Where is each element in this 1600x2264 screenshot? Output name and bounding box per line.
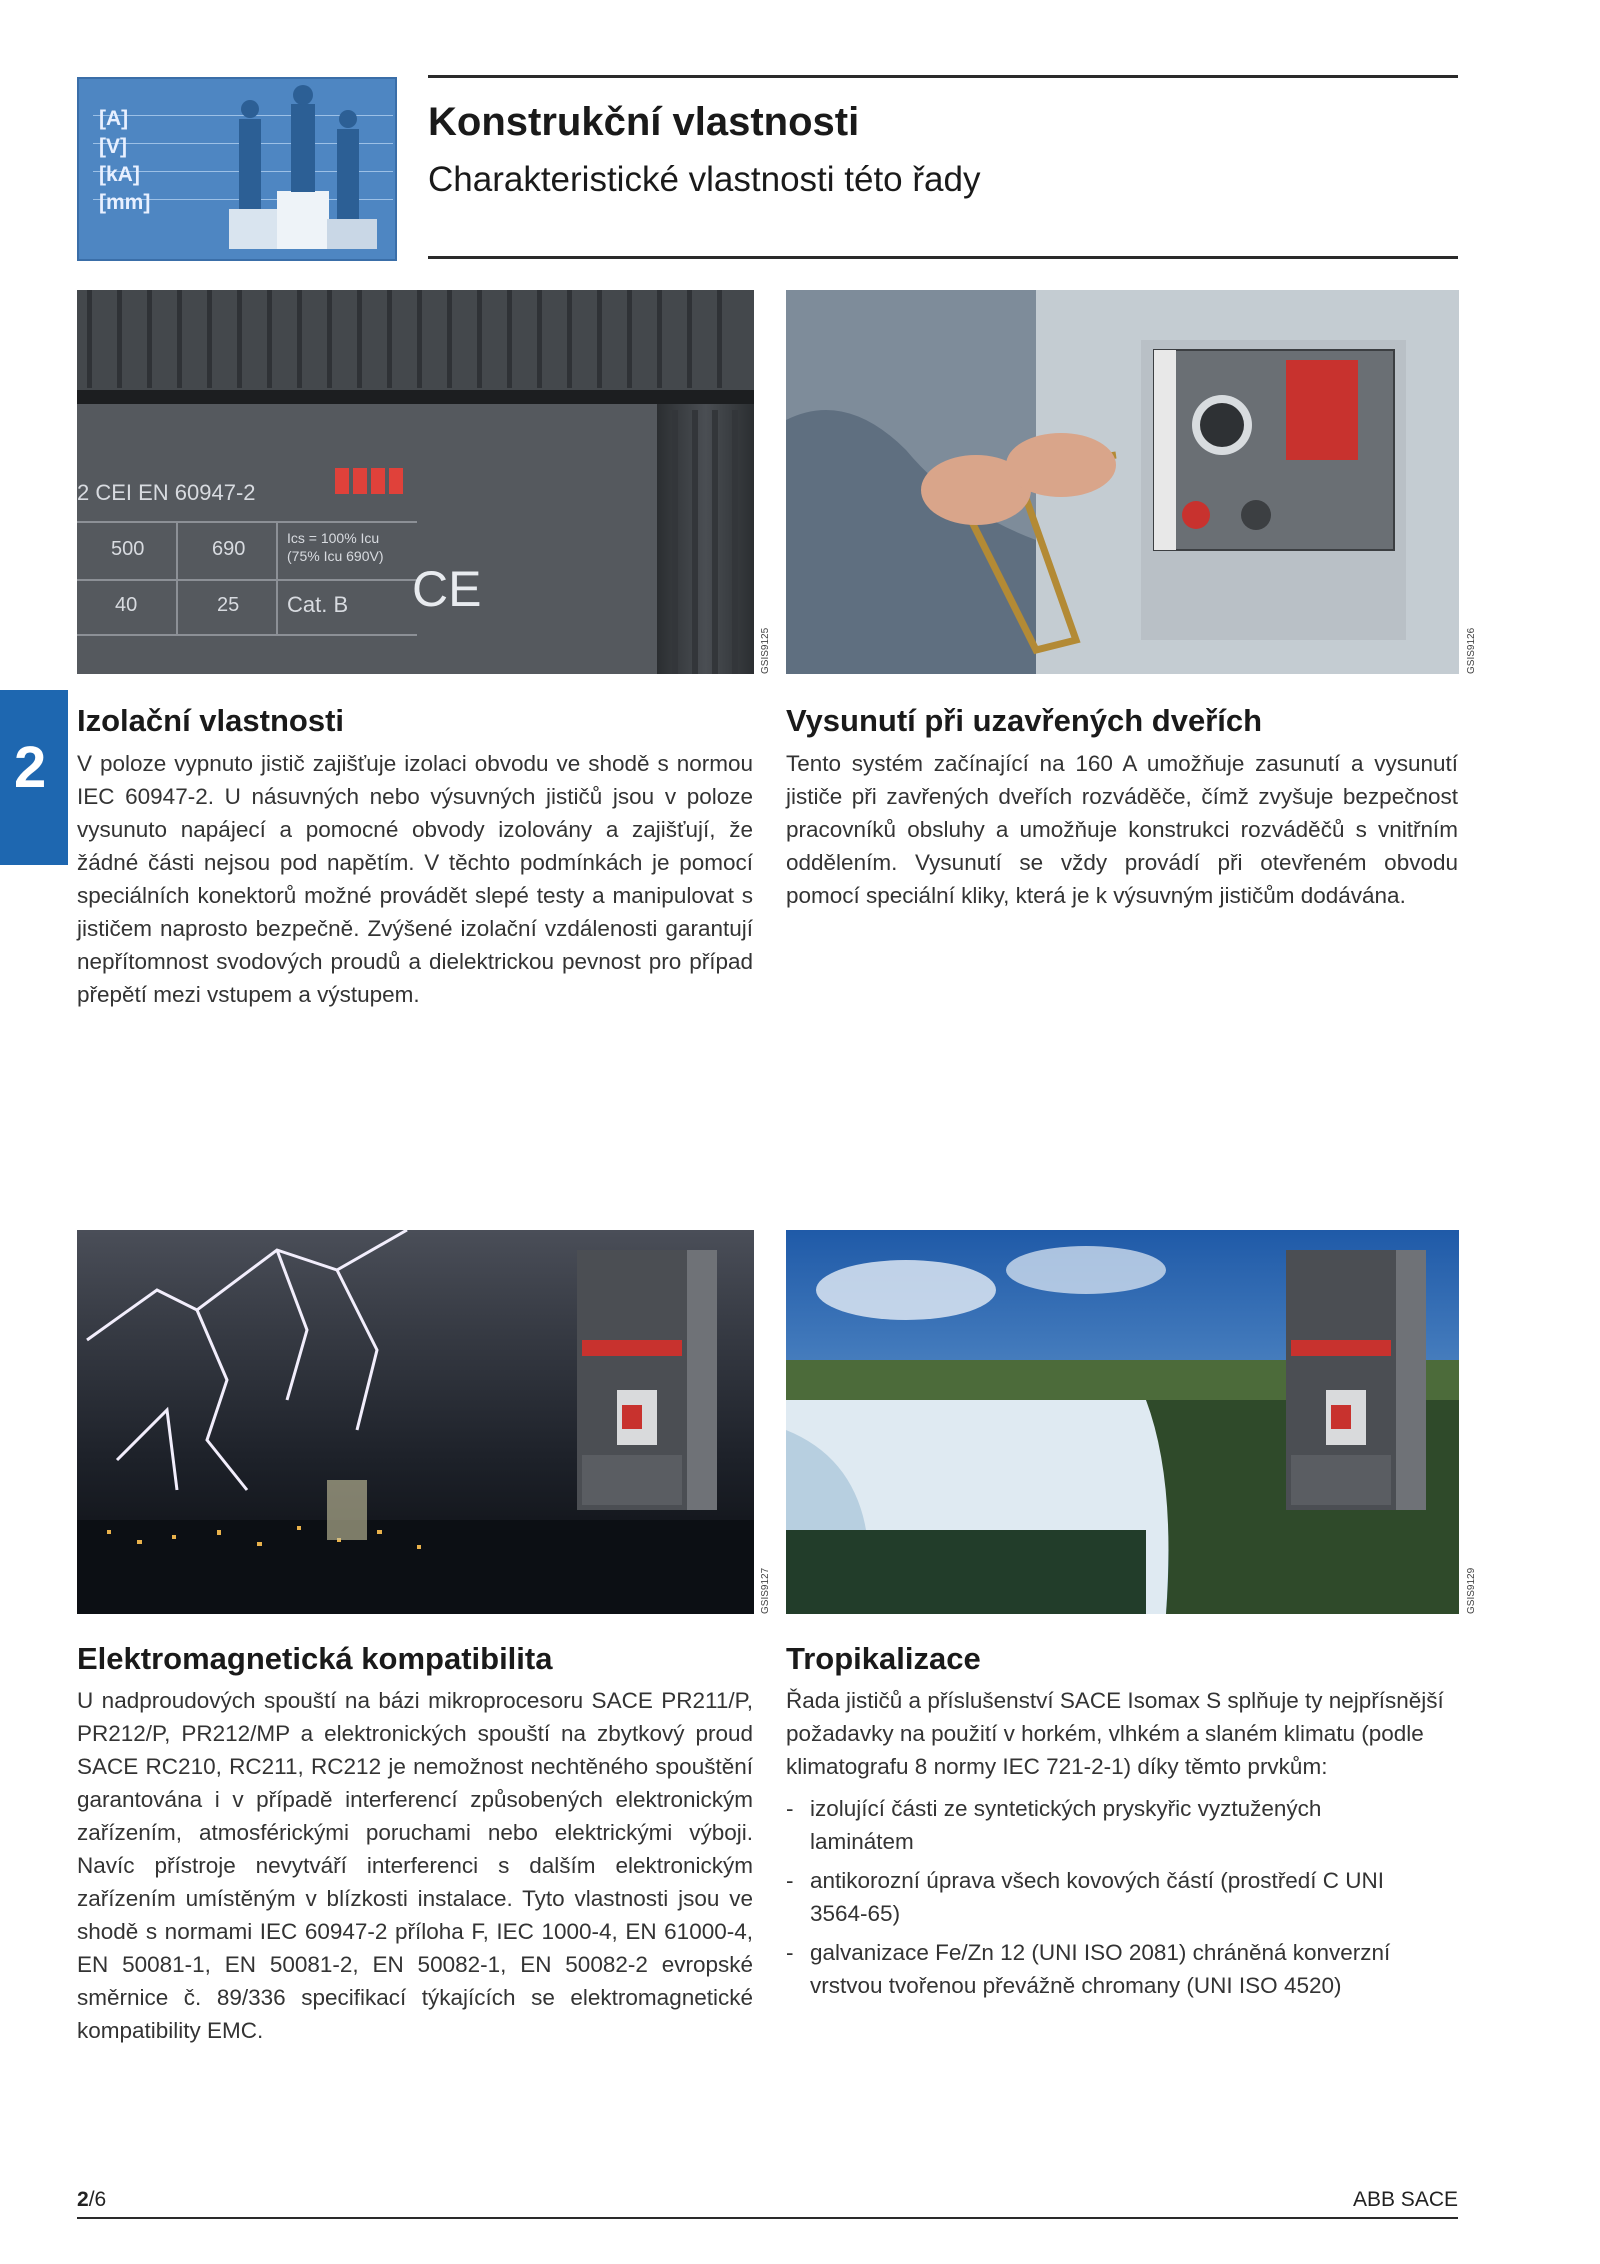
bullet-list xyxy=(786,1792,1406,2008)
photo-breaker-label xyxy=(77,290,754,674)
list-item: - izolující části ze syntetických pryskyřic vyztužených laminátem xyxy=(786,1792,1406,1858)
section-text: Tento systém začínající na 160 A umožňuje zasunutí a vysunutí jističe při zavřených dveřích rozváděče, čímž zvyšuje bezpečnost pracovníků obsluhy a umožňuje konstrukci rozváděčů s vnitřním oddělením. Vysunutí se vždy provádí při otevřeném obvodu pomocí speciální kliky, která je k výsuvným jističům dodávána. xyxy=(786,751,1458,908)
podium-icon xyxy=(79,79,397,261)
photo-crank-operation xyxy=(786,290,1459,674)
section-text: Řada jističů a příslušenství SACE Isomax S splňuje ty nejpřísnější požadavky na použití v horkém, vlhkém a slaném klimatu (podle klimatografu 8 normy IEC 721-2-1) díky těmto prvkům: xyxy=(786,1688,1444,1779)
list-item: - galvanizace Fe/Zn 12 (UNI ISO 2081) chráněná konverzní vrstvou tvořenou převážně chromany (UNI ISO 4520) xyxy=(786,1936,1406,2002)
ce-mark: CE xyxy=(412,561,482,617)
ics-note: Ics = 100% Icu xyxy=(287,530,380,546)
page-number-bold: 2 xyxy=(77,2188,89,2211)
unit-label: [V] xyxy=(99,135,127,158)
photo-waterfall xyxy=(786,1230,1459,1614)
section-title: Tropikalizace xyxy=(786,1641,981,1676)
header-rule-bottom xyxy=(428,256,1458,259)
section-title: Elektromagnetická kompatibilita xyxy=(77,1641,553,1676)
table-cell: 25 xyxy=(217,594,240,616)
table-cell: 40 xyxy=(115,594,138,616)
photo-code: GSIS9126 xyxy=(1466,627,1477,674)
section-text: U nadproudových spouští na bázi mikroprocesoru SACE PR211/P, PR212/P, PR212/MP a elektronických spouští na zbytkový proud SACE RC210, RC211, RC212 je nemožnost nechtěného spouštění garantována i v případě interferencí způsobených elektronickým zařízením, atmosférickými poruchami nebo elektrickými výboji. Navíc přístroje nevytváří interferenci s dalším elektronickým zařízením umístěným v blízkosti instalace. Tyto vlastnosti jsou ve shodě s normami IEC 60947-2 příloha F, IEC 1000-4, EN 61000-4, EN 50081-1, EN 50081-2, EN 50082-1, EN 50082-2 evropské směrnice č. 89/336 specifikací týkajících se elektromagnetické kompatibility EMC. xyxy=(77,1688,753,2043)
photo-lightning-city xyxy=(77,1230,754,1614)
table-cell: 690 xyxy=(212,538,246,560)
page-number-rest: /6 xyxy=(88,2188,107,2211)
page-title: Konstrukční vlastnosti xyxy=(428,100,860,144)
category-label: Cat. B xyxy=(287,592,349,617)
photo-code: GSIS9129 xyxy=(1466,1567,1477,1614)
section-title: Vysunutí při uzavřených dveřích xyxy=(786,703,1263,738)
standard-label: 2 CEI EN 60947-2 xyxy=(77,480,256,505)
unit-label: [mm] xyxy=(99,191,151,214)
section-title: Izolační vlastnosti xyxy=(77,703,345,738)
header-icon-image xyxy=(77,77,397,261)
photo-code: GSIS9127 xyxy=(760,1567,771,1614)
list-item: - antikorozní úprava všech kovových částí (prostředí C UNI 3564-65) xyxy=(786,1864,1406,1930)
unit-label: [kA] xyxy=(99,163,140,186)
chapter-number: 2 xyxy=(14,735,47,800)
page-subtitle: Charakteristické vlastnosti této řady xyxy=(428,160,981,199)
page-number xyxy=(77,2188,106,2212)
header-rule-top xyxy=(428,75,1458,78)
section-text: V poloze vypnuto jistič zajišťuje izolaci obvodu ve shodě s normou IEC 60947-2. U násuvných nebo výsuvných jističů jsou v poloze vysunuto napájecí a pomocné obvody izolovány a zajišťují, že žádné části nejsou pod napětím. V těchto podmínkách je pomocí speciálních konektorů možné provádět slepé testy a manipulovat s jističem naprosto bezpečně. Zvýšené izolační vzdálenosti garantují nepřítomnost svodových proudů a dielektrickou pevnost pro případ přepětí mezi vstupem a výstupem. xyxy=(77,751,753,1007)
footer-rule xyxy=(77,2217,1458,2219)
chapter-tab xyxy=(0,690,68,865)
ics-note: (75% Icu 690V) xyxy=(287,548,384,564)
photo-code: GSIS9125 xyxy=(760,627,771,674)
unit-label: [A] xyxy=(99,107,129,130)
brand-name: ABB SACE xyxy=(1352,2188,1458,2211)
table-cell: 500 xyxy=(111,538,145,560)
